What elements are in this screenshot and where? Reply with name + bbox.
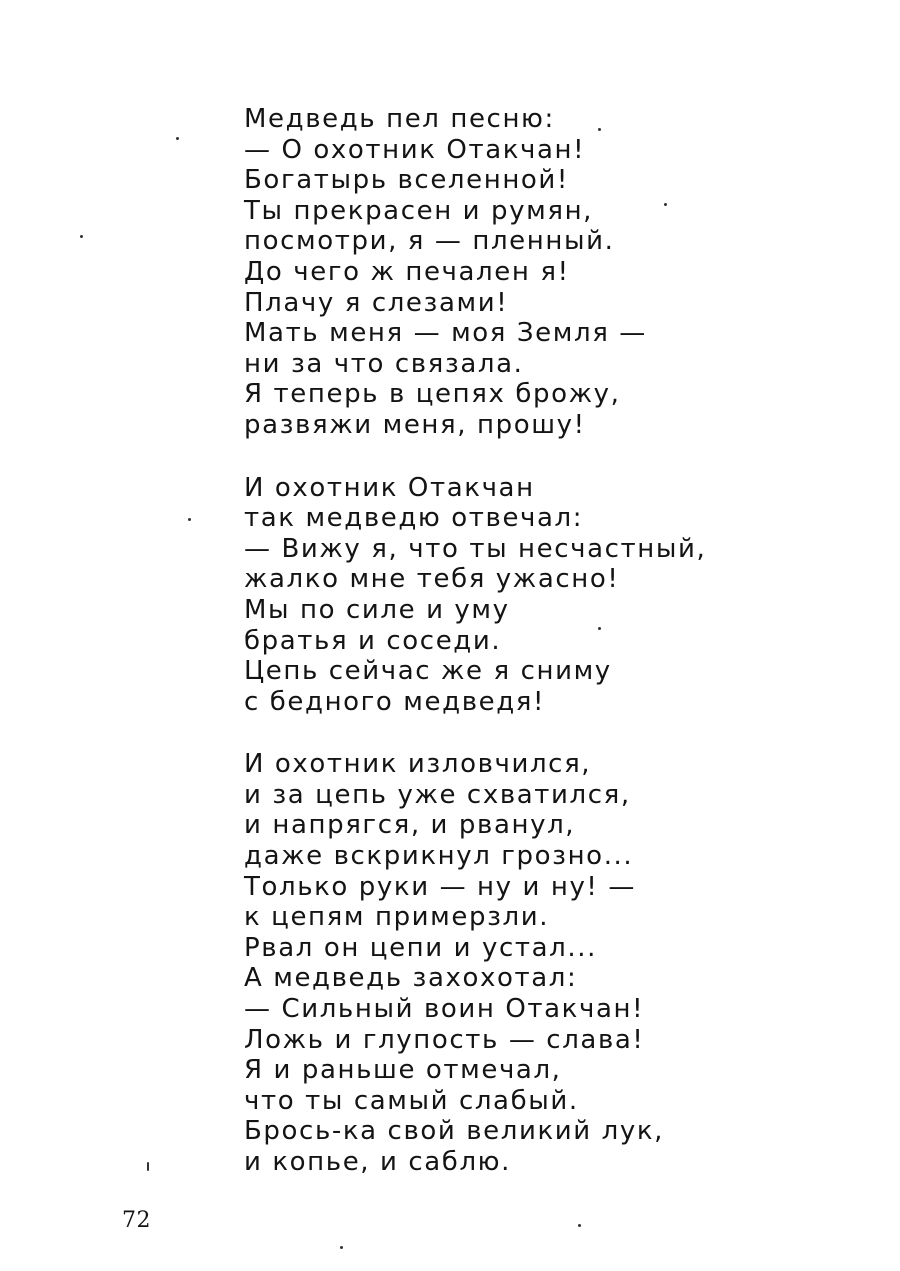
scan-speck <box>598 627 601 630</box>
poem-line: Брось-ка свой великий лук, <box>244 1116 665 1147</box>
poem-line: — Вижу я, что ты несчастный, <box>244 533 707 564</box>
poem-line: Плачу я слезами! <box>244 287 509 318</box>
scan-speck <box>340 1246 343 1249</box>
poem-line: — О охотник Отакчан! <box>244 134 586 165</box>
poem-line: жалко мне тебя ужасно! <box>244 564 620 595</box>
poem-line: и копье, и саблю. <box>244 1147 512 1177</box>
scan-speck <box>578 1224 581 1227</box>
poem-line: Богатырь вселенной! <box>244 165 569 196</box>
poem-line: Мать меня — моя Земля — <box>244 318 647 349</box>
poem-line: к цепям примерзли. <box>244 902 550 933</box>
poem-line: Ложь и глупость — слава! <box>244 1024 645 1055</box>
poem-line: До чего ж печален я! <box>244 256 570 287</box>
poem-line: Только руки — ну и ну! — <box>244 871 636 902</box>
poem-line: развяжи меня, прошу! <box>244 409 586 440</box>
poem-line: Цепь сейчас же я сниму <box>244 656 612 687</box>
scan-speck <box>80 235 83 238</box>
poem-line: братья и соседи. <box>244 625 502 656</box>
poem-line: Ты прекрасен и румян, <box>244 195 594 226</box>
poem-line: ни за что связала. <box>244 348 524 379</box>
scan-speck <box>176 137 179 140</box>
poem-line: и за цепь уже схватился, <box>244 779 631 810</box>
poem-line: Мы по силе и уму <box>244 594 510 625</box>
page-number: 72 <box>122 1208 151 1233</box>
poem-line: Я и раньше отмечал, <box>244 1055 562 1086</box>
poem-line: с бедного медведя! <box>244 686 546 717</box>
poem-line: так медведю отвечал: <box>244 503 584 534</box>
poem-line: посмотри, я — пленный. <box>244 226 615 257</box>
scan-speck <box>147 1162 149 1171</box>
poem-line: И охотник Отакчан <box>244 472 535 503</box>
stanza-3 <box>244 749 864 1177</box>
stanza-2 <box>244 473 864 718</box>
poem-line: Медведь пел песню: <box>244 104 555 134</box>
poem-line: Я теперь в цепях брожу, <box>244 379 621 410</box>
poem-line: — Сильный воин Отакчан! <box>244 994 645 1025</box>
poem-line: А медведь захохотал: <box>244 963 578 994</box>
poem-line: и напрягся, и рванул, <box>244 810 576 841</box>
poem-line: что ты самый слабый. <box>244 1085 579 1116</box>
stanza-1 <box>244 104 864 441</box>
poem-line: Рвал он цепи и устал... <box>244 932 597 963</box>
poem-line: И охотник изловчился, <box>244 749 592 780</box>
scan-speck <box>598 128 601 131</box>
scan-speck <box>664 203 667 206</box>
poem-line: даже вскрикнул грозно... <box>244 841 634 872</box>
poem <box>244 104 864 1178</box>
scan-speck <box>188 518 191 521</box>
